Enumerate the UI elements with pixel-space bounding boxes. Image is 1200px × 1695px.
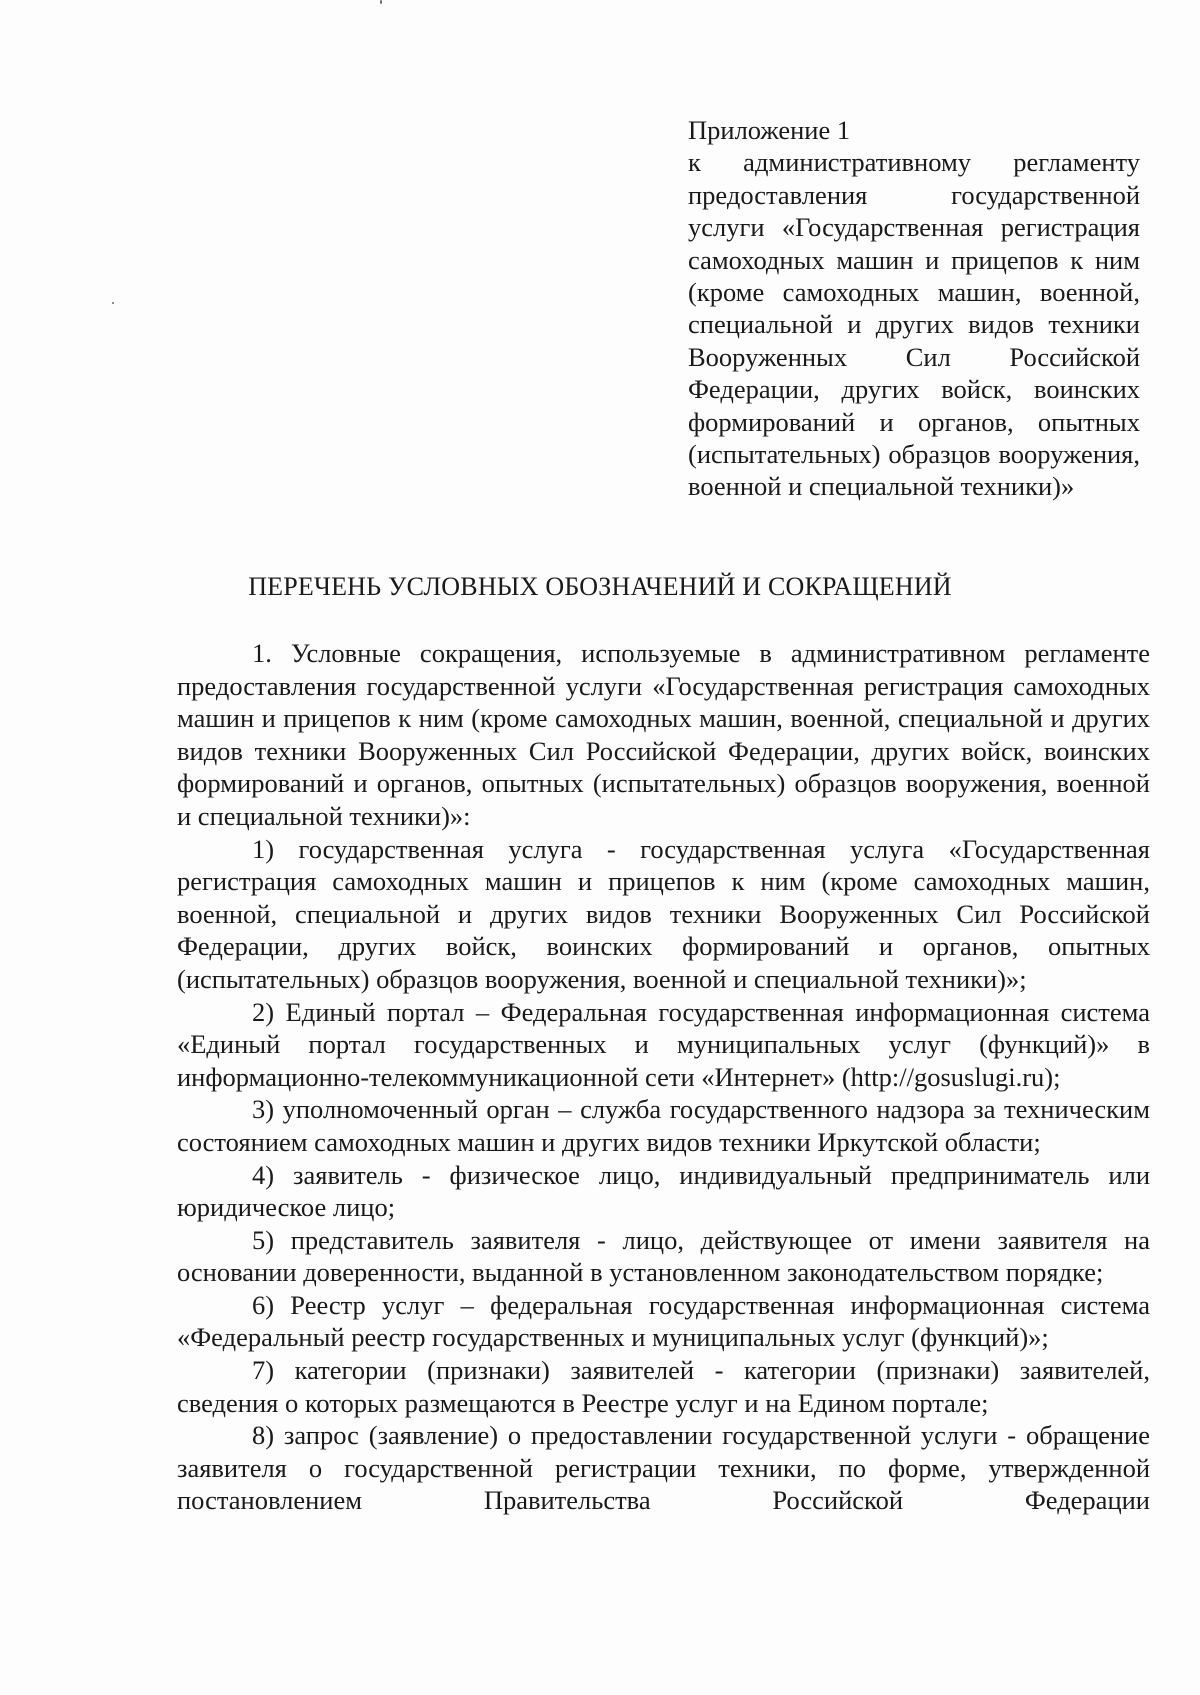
list-item-6: 6) Реестр услуг – федеральная государственная информационная система «Федеральный реестр государственных и муниципальных услуг (функций)»; [177,1289,1150,1353]
page-title: ПЕРЕЧЕНЬ УСЛОВНЫХ ОБОЗНАЧЕНИЙ И СОКРАЩЕНИЙ [248,572,952,601]
list-item-5: 5) представитель заявителя - лицо, действующее от имени заявителя на основании доверенности, выданной в установленном законодательством порядке; [177,1224,1150,1288]
list-item-7: 7) категории (признаки) заявителей - категории (признаки) заявителей, сведения о которых размещаются в Реестре услуг и на Едином портале; [177,1355,1150,1418]
document-body [177,637,1150,1517]
list-item-4: 4) заявитель - физическое лицо, индивидуальный предприниматель или юридическое лицо; [177,1159,1150,1223]
appendix-header [688,114,1140,503]
appendix-label: Приложение 1 [688,115,851,145]
appendix-text: к административному регламенту предоставления государственной услуги «Государственная регистрация самоходных машин и прицепов к ним (кроме самоходных машин, военной, специальной и других видов техники Вооруженных Сил Российской Федерации, других войск, воинских формирований и органов, опытных (испытательных) образцов вооружения, военной и специальной техники)» [688,147,1140,502]
list-item-1: 1) государственная услуга - государственная услуга «Государственная регистрация самоходных машин и прицепов к ним (кроме самоходных машин, военной, специальной и других видов техники Вооруженных Сил Российской Федерации, других войск, воинских формирований и органов, опытных (испытательных) образцов вооружения, военной и специальной техники)»; [177,833,1150,994]
list-item-2: 2) Единый портал – Федеральная государственная информационная система «Единый портал государственных и муниципальных услуг (функций)» в информационно-телекоммуникационной сети «Интернет» (http://gosuslugi.ru); [177,996,1150,1092]
scan-speck [380,0,382,4]
scan-speck [112,302,114,304]
list-item-3: 3) уполномоченный орган – служба государственного надзора за техническим состоянием самоходных машин и других видов техники Иркутской области; [177,1094,1150,1157]
list-item-8: 8) запрос (заявление) о предоставлении государственной услуги - обращение заявителя о государственной регистрации техники, по форме, утвержденной постановлением Правительства Российской Федерации [177,1420,1150,1516]
paragraph-1: 1. Условные сокращения, используемые в административном регламенте предоставления государственной услуги «Государственная регистрация самоходных машин и прицепов к ним (кроме самоходных машин, военной, специальной и других видов техники Вооруженных Сил Российской Федерации, других войск, воинских формирований и органов, опытных (испытательных) образцов вооружения, военной и специальной техники)»: [177,638,1150,831]
